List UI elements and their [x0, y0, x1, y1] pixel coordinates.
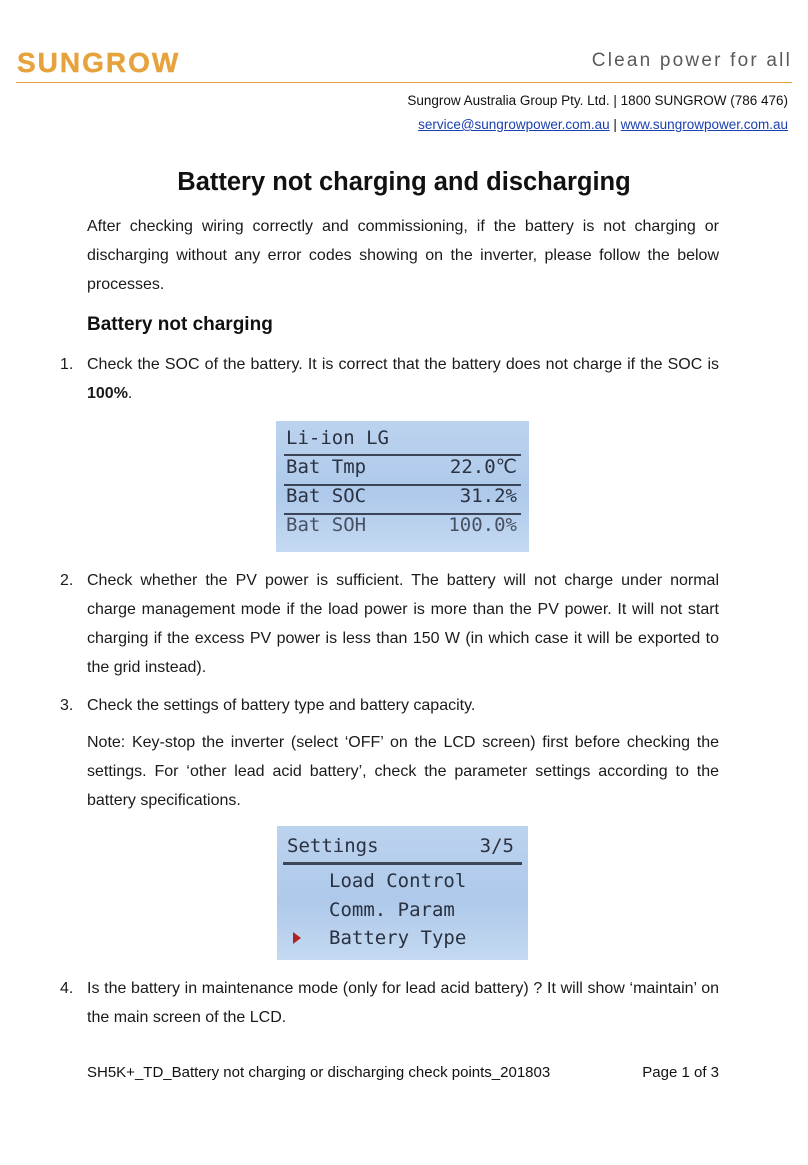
section-heading: Battery not charging: [87, 314, 273, 335]
sungrow-logo: [16, 40, 216, 84]
link-separator: |: [613, 117, 617, 132]
step-1-text: [87, 350, 719, 408]
contact-line: Sungrow Australia Group Pty. Ltd. | 1800 SUNGROW (786 476): [407, 93, 788, 108]
step-1-text-a: Check the SOC of the battery. It is correct that the battery does not charge if the SOC is: [87, 356, 719, 373]
step-3-note: Note: Key-stop the inverter (select ‘OFF’ on the LCD screen) first before checking the settings. For ‘other lead acid battery’, check the parameter settings according to the battery specifications.: [87, 734, 719, 809]
step-2-number: 2.: [60, 572, 74, 589]
footer-page-number: Page 1 of 3: [642, 1064, 719, 1081]
lcd-menu-item: Comm. Param: [329, 899, 455, 921]
step-2-text: Check whether the PV power is sufficient. The battery will not charge under normal charge management mode if the load power is more than the PV power. It will not start charging if the excess PV power is less than 150 W (in which case it will be exported to the grid instead).: [87, 572, 719, 676]
step-1-number: 1.: [60, 356, 74, 373]
step-3-text: Check the settings of battery type and battery capacity.: [87, 697, 476, 714]
step-1-text-b: .: [127, 385, 133, 402]
lcd-row: [286, 453, 517, 482]
selection-arrow-icon: [293, 932, 301, 944]
step-4-number: 4.: [60, 980, 74, 997]
contact-links: [418, 117, 788, 132]
lcd-settings-screen: [277, 826, 528, 960]
step-1-bold: 100%: [87, 385, 128, 402]
lcd-row-label: Bat SOC: [286, 485, 367, 507]
lcd-row-label: Bat SOH: [286, 514, 367, 536]
lcd-row: [286, 482, 517, 511]
lcd-settings-title: Settings: [287, 835, 379, 857]
header-divider: [16, 82, 792, 83]
lcd-row-value: 100.0%: [448, 514, 517, 536]
lcd-row: [286, 511, 517, 540]
lcd-settings-page: 3/5: [479, 835, 514, 857]
lcd-row-value: 31.2%: [459, 485, 517, 507]
lcd-battery-title: Li-ion LG: [286, 427, 389, 449]
website-link[interactable]: www.sungrowpower.com.au: [620, 117, 788, 132]
lcd-rule: [283, 862, 522, 865]
email-link[interactable]: service@sungrowpower.com.au: [418, 117, 610, 132]
logo-text: SUNGROW: [17, 47, 181, 78]
lcd-menu-item-selected: Battery Type: [329, 927, 467, 949]
step-3-number: 3.: [60, 697, 74, 714]
tagline: Clean power for all: [591, 50, 792, 71]
footer-doc-id: SH5K+_TD_Battery not charging or discharging check points_201803: [87, 1064, 551, 1081]
lcd-row-value: 22.0℃: [449, 456, 517, 478]
lcd-battery-screen: [276, 421, 529, 552]
intro-paragraph: After checking wiring correctly and commissioning, if the battery is not charging or discharging without any error codes showing on the inverter, please follow the below processes.: [87, 218, 719, 293]
step-4-text: Is the battery in maintenance mode (only for lead acid battery) ? It will show ‘maintain’ on the main screen of the LCD.: [87, 980, 719, 1026]
page-title: Battery not charging and discharging: [177, 168, 631, 196]
lcd-menu-item: Load Control: [329, 870, 467, 892]
lcd-row-label: Bat Tmp: [286, 456, 367, 478]
